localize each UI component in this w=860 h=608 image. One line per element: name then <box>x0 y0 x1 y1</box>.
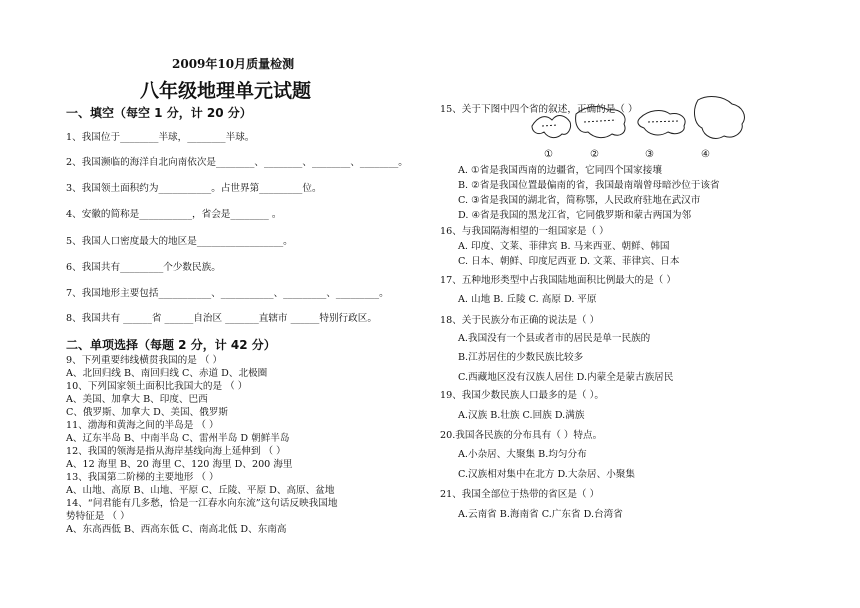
map-label-3: ③ <box>645 149 654 160</box>
option-line: C.西藏地区没有汉族人居住 D.内蒙全是蒙古族居民 <box>458 372 674 383</box>
option-line: A.我国没有一个县或者市的居民是单一民族的 <box>458 333 651 344</box>
choice-line: A、山地、高原 B、山地、平原 C、丘陵、平原 D、高原、盆地 <box>66 485 335 496</box>
question-2: 2、我国濒临的海洋自北向南依次是________、________、________、________。 <box>66 157 408 168</box>
choice-line: A、12 海里 B、20 海里 C、120 海里 D、200 海里 <box>66 459 293 470</box>
choice-line: 11、渤海和黄海之间的半岛是 （ ） <box>66 420 219 431</box>
question-19: 19、我国少数民族人口最多的是（ ）。 <box>440 390 604 401</box>
question-1: 1、我国位于________半球，________半球。 <box>66 132 255 143</box>
option-line: A. ①省是我国西南的边疆省，它同四个国家接壤 <box>458 165 662 176</box>
option-line: C.汉族相对集中在北方 D.大杂居、小聚集 <box>458 469 635 480</box>
choice-line: C、俄罗斯、加拿大 D、美国、俄罗斯 <box>66 407 228 418</box>
question-21: 21、我国全部位于热带的省区是（ ） <box>440 489 600 500</box>
option-line: D. ④省是我国的黑龙江省，它同俄罗斯和蒙古两国为邻 <box>458 210 692 221</box>
option-line: A. 山地 B. 丘陵 C. 高原 D. 平原 <box>458 294 597 305</box>
question-7: 7、我国地形主要包括___________、___________、_________、_________。 <box>66 288 389 299</box>
map-label-4: ④ <box>701 149 710 160</box>
choice-line: 14、“问君能有几多愁，恰是一江春水向东流”这句话反映我国地 <box>66 498 338 509</box>
option-line: A.云南省 B.海南省 C.广东省 D.台湾省 <box>458 509 623 520</box>
question-5: 5、我国人口密度最大的地区是__________________。 <box>66 236 293 247</box>
option-line: A.汉族 B.壮族 C.回族 D.满族 <box>458 410 585 421</box>
question-20: 20.我国各民族的分布具有（ ）特点。 <box>440 430 603 441</box>
choice-line: A、北回归线 B、南回归线 C、赤道 D、北极圈 <box>66 368 268 379</box>
choice-line: A、东高西低 B、西高东低 C、南高北低 D、东南高 <box>66 524 287 535</box>
province-outline-map <box>528 92 750 148</box>
province-4-outline <box>695 97 745 139</box>
option-line: A.小杂居、大聚集 B.均匀分布 <box>458 449 587 460</box>
question-3: 3、我国领土面积约为___________。占世界第_________位。 <box>66 183 322 194</box>
question-15: 15、关于下图中四个省的叙述，正确的是（ ） <box>440 104 638 115</box>
choice-line: 9、下列重要纬线横贯我国的是 （ ） <box>66 355 223 366</box>
question-8: 8、我国共有 ______省 ______自治区 _______直辖市 ______特别行政区。 <box>66 313 377 324</box>
exam-subtitle: 2009年10月质量检测 <box>172 57 295 71</box>
section-choice-heading: 二、单项选择（每题 2 分，计 42 分） <box>66 338 276 352</box>
province-1-outline <box>532 116 571 138</box>
choice-line: 10、下列国家领土面积比我国大的是 （ ） <box>66 381 248 392</box>
province-2-outline <box>576 107 625 138</box>
option-line: A. 印度、文莱、菲律宾 B. 马来西亚、朝鲜、韩国 <box>458 241 670 252</box>
question-17: 17、五种地形类型中占我国陆地面积比例最大的是（ ） <box>440 275 676 286</box>
option-line: B.江苏居住的少数民族比较多 <box>458 352 584 363</box>
option-line: B. ②省是我国位置最偏南的省，我国最南端曾母暗沙位于该省 <box>458 180 720 191</box>
choice-line: 13、我国第二阶梯的主要地形 （ ） <box>66 472 219 483</box>
question-6: 6、我国共有_________个少数民族。 <box>66 262 221 273</box>
choice-line: A、辽东半岛 B、中南半岛 C、雷州半岛 D 朝鲜半岛 <box>66 433 290 444</box>
question-18: 18、关于民族分布正确的说法是（ ） <box>440 315 600 326</box>
choice-line: 势特征是 （ ） <box>66 511 130 522</box>
option-line: C. ③省是我国的湖北省，简称鄂，人民政府驻地在武汉市 <box>458 195 701 206</box>
map-label-2: ② <box>590 149 599 160</box>
question-4: 4、安徽的简称是___________，省会是________ 。 <box>66 209 282 220</box>
exam-title: 八年级地理单元试题 <box>140 80 312 102</box>
map-label-1: ① <box>544 149 553 160</box>
choice-line: 12、我国的领海是指从海岸基线向海上延伸到 （ ） <box>66 446 286 457</box>
choice-line: A、美国、加拿大 B、印度、巴西 <box>66 394 208 405</box>
question-16: 16、与我国隔海相望的一组国家是（ ） <box>440 226 609 237</box>
section-fill-in-heading: 一、填空（每空 1 分，计 20 分） <box>66 106 252 120</box>
option-line: C. 日本、朝鲜、印度尼西亚 D. 文莱、菲律宾、日本 <box>458 256 680 267</box>
province-3-outline <box>638 111 685 135</box>
